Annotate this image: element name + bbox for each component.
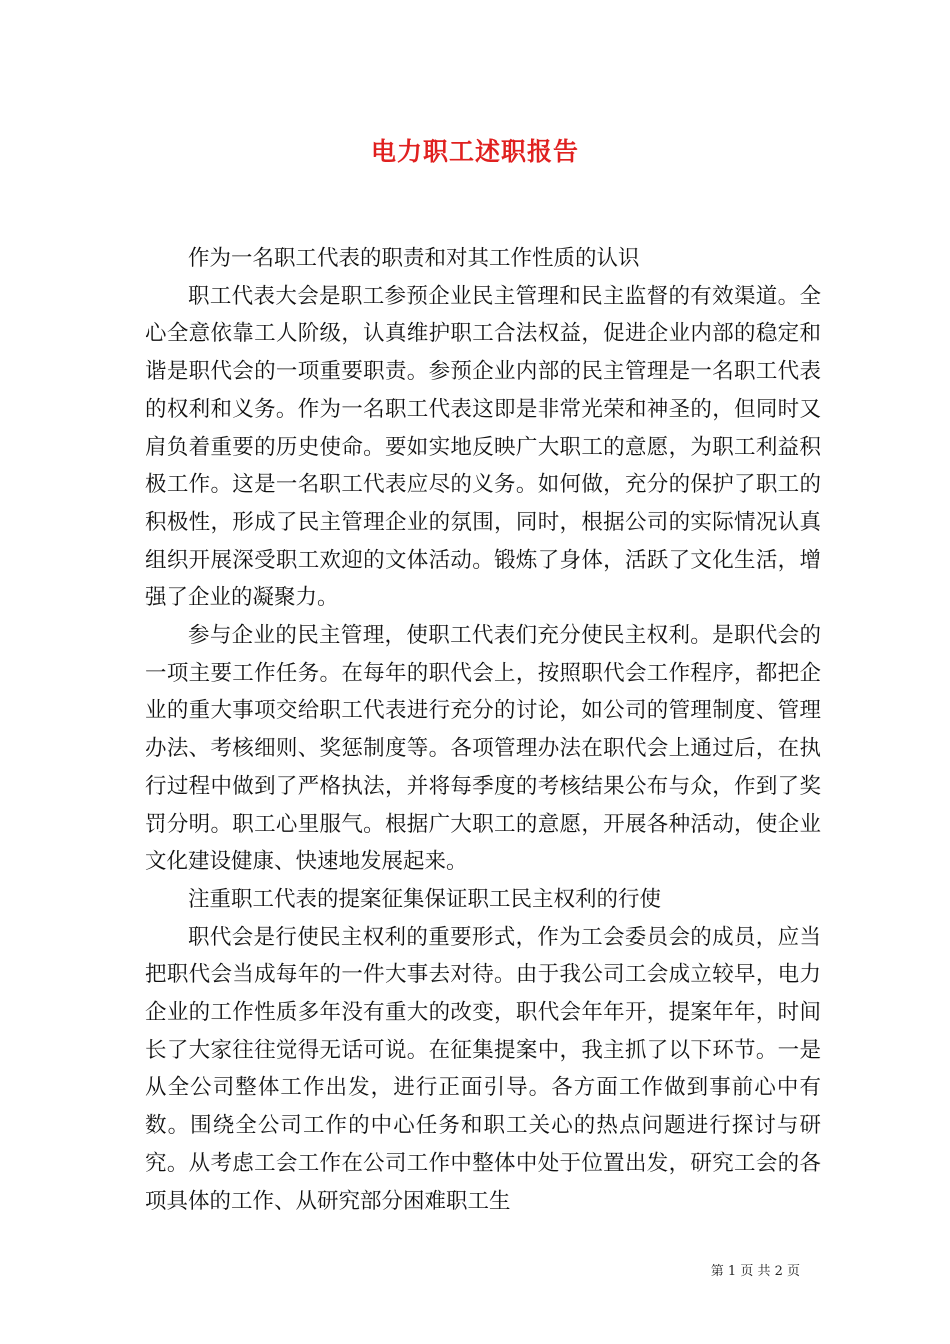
paragraph: 参与企业的民主管理，使职工代表们充分使民主权利。是职代会的一项主要工作任务。在每年的职代会上，按照职代会工作程序，都把企业的重大事项交给职工代表进行充分的讨论，如公司的管理制度、管理办法、考核细则、奖惩制度等。各项管理办法在职代会上通过后，在执行过程中做到了严格执法，并将每季度的考核结果公布与众，作到了奖罚分明。职工心里服气。根据广大职工的意愿，开展各种活动，使企业文化建设健康、快速地发展起来。 — [145, 623, 821, 875]
document-body — [145, 240, 821, 1220]
paragraph-heading-1: 作为一名职工代表的职责和对其工作性质的认识 — [188, 246, 640, 271]
page-number: 第 1 页 共 2 页 — [710, 1264, 800, 1279]
paragraph-heading-2: 注重职工代表的提案征集保证职工民主权利的行使 — [188, 886, 662, 912]
document-title: 电力职工述职报告 — [370, 137, 579, 166]
paragraph: 职代会是行使民主权利的重要形式，作为工会委员会的成员，应当把职代会当成每年的一件大事去对待。由于我公司工会成立较早，电力企业的工作性质多年没有重大的改变，职代会年年开，提案年年，时间长了大家往往觉得无话可说。在征集提案中，我主抓了以下环节。一是从全公司整体工作出发，进行正面引导。各方面工作做到事前心中有数。围绕全公司工作的中心任务和职工关心的热点问题进行探讨与研究。从考虑工会工作在公司工作中整体中处于位置出发，研究工会的各项具体的工作、从研究部分困难职工生 — [145, 924, 821, 1214]
paragraph: 职工代表大会是职工参预企业民主管理和民主监督的有效渠道。全心全意依靠工人阶级，认真维护职工合法权益，促进企业内部的稳定和谐是职代会的一项重要职责。参预企业内部的民主管理是一名职工代表的权利和义务。作为一名职工代表这即是非常光荣和神圣的，但同时又肩负着重要的历史使命。要如实地反映广大职工的意愿，为职工利益积极工作。这是一名职工代表应尽的义务。如何做，充分的保护了职工的积极性，形成了民主管理企业的氛围，同时，根据公司的实际情况认真组织开展深受职工欢迎的文体活动。锻炼了身体，活跃了文化生活，增强了企业的凝聚力。 — [145, 283, 821, 611]
